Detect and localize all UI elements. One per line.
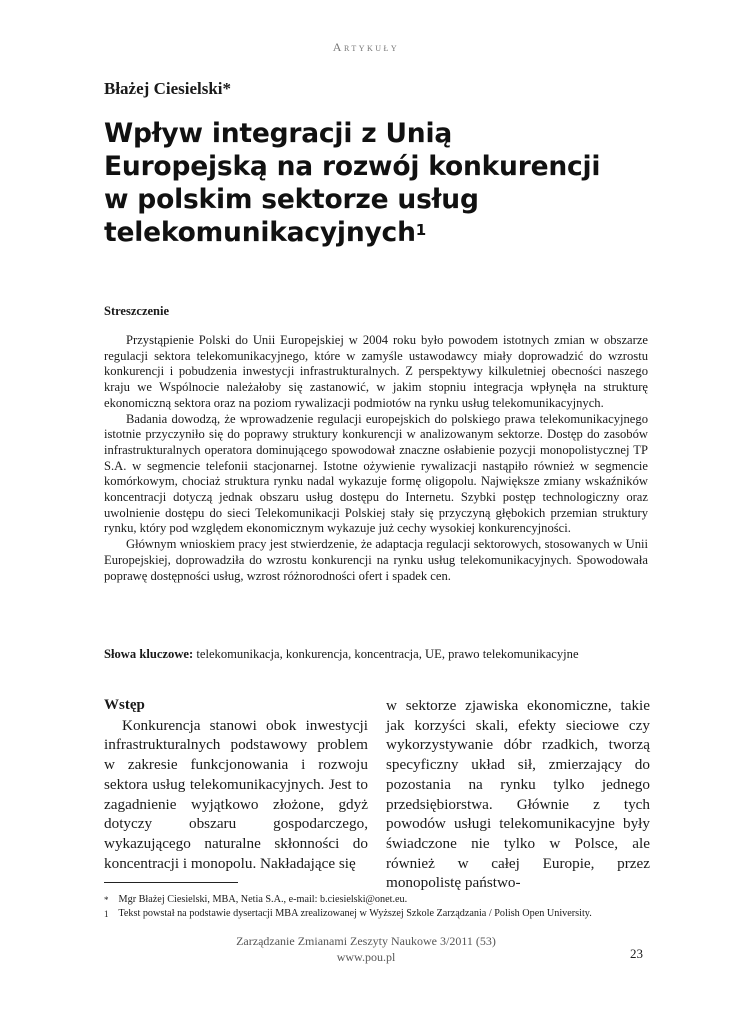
section-heading-intro: Wstęp [104, 697, 145, 713]
footnote-mark: 1 [104, 909, 109, 919]
abstract-paragraph: Głównym wnioskiem pracy jest stwierdzenie, że adaptacja regulacji sektorowych, stosowanych w Unii Europejskiej, doprowadziła do wzrostu konkurencji na rynku usług telekomunikacyjnych. Spowodowała poprawę dostępności usług, wzrost różnorodności ofert i spadek cen. [104, 537, 648, 583]
footnote-mark: * [104, 895, 109, 905]
journal-website[interactable]: www.pou.pl [336, 950, 396, 964]
author-name: Błażej Ciesielski* [104, 79, 232, 98]
section-header: Artykuły [332, 40, 400, 54]
footnote-text: Tekst powstał na podstawie dysertacji MBA zrealizowanej w Wyższej Szkole Zarządzania / Polish Open University. [118, 908, 592, 919]
keywords-list: telekomunikacja, konkurencja, koncentracja, UE, prawo telekomunikacyjne [196, 647, 579, 661]
footnote-text: Mgr Błażej Ciesielski, MBA, Netia S.A., e-mail: b.ciesielski@onet.eu. [118, 894, 408, 905]
title-line: w polskim sektorze usług [104, 184, 479, 215]
keywords [104, 646, 648, 662]
abstract [104, 333, 648, 584]
title-footnote-marker[interactable]: 1 [415, 221, 426, 239]
body-paragraph: w sektorze zjawiska ekonomiczne, takie jak korzyści skali, efekty sieciowe czy wykorzystywanie dóbr rzadkich, tworzą specyficzny układ sił, zmierzający do pozostania na rynku tylko jednego przedsiębiorstwa. Głównie z tych powodów usługi telekomunikacyjne były świadczone nie tylko w Polsce, ale również w całej Europie, przez monopolistę państwo- [386, 697, 650, 892]
journal-footer [0, 933, 732, 965]
abstract-paragraph: Przystąpienie Polski do Unii Europejskiej w 2004 roku było powodem istotnych zmian w obszarze regulacji sektora telekomunikacyjnego, które w zamyśle ustawodawcy miały doprowadzić do wzrostu konkurencji i pobudzenia inwestycji infrastrukturalnych. Z perspektywy kilkuletniej obecności naszego kraju we Wspólnocie należałoby się zastanowić, w jakim stopniu integracja wpłynęła na strukturę ekonomiczną sektora oraz na poziom rywalizacji podmiotów na rynku usług telekomunikacyjnych. [104, 333, 648, 410]
title-line: Europejską na rozwój konkurencji [104, 151, 601, 182]
body-column-left [104, 696, 368, 873]
body-column-right [386, 696, 650, 893]
footnote-divider [104, 882, 238, 883]
body-paragraph: Konkurencja stanowi obok inwestycji infrastrukturalnych podstawowy problem w zakresie funkcjonowania i rozwoju sektora usług telekomunikacyjnych. Jest to zagadnienie wyjątkowo złożone, gdyż dotyczy obszaru gospodarczego, wykazującego naturalne skłonności do koncentracji i monopolu. Nakładające się [104, 716, 368, 872]
title-line: telekomunikacyjnych [104, 217, 416, 248]
article-title [104, 117, 664, 249]
title-line: Wpływ integracji z Unią [104, 118, 453, 149]
abstract-heading: Streszczenie [104, 304, 170, 318]
footnote-item [104, 893, 664, 907]
abstract-paragraph: Badania dowodzą, że wprowadzenie regulacji europejskich do polskiego prawa telekomunikacyjnego istotnie przyczyniło się do poprawy struktury konkurencji w analizowanym sektorze. Dostęp do zasobów infrastrukturalnych operatora dominującego spowodował znaczne osłabienie pozycji monopolistycznej TP S.A. w segmencie telefonii stacjonarnej. Istotne ożywienie rywalizacji nastąpiło również w segmencie komórkowym, chociaż struktura rynku nadal wykazuje formę oligopolu. Największe zmiany wskaźników koncentracji dotyczą jednak obszaru usług dostępu do Internetu. Szybki postęp technologiczny oraz uwolnienie dostępu do sieci Telekomunikacji Polskiej stały się przyczyną głębokich przemian struktury rynku, który pod względem ekonomicznym wykazuje już cechy wysokiej konkurencyjności. [104, 411, 648, 536]
page-number: 23 [630, 946, 643, 961]
journal-name: Zarządzanie Zmianami Zeszyty Naukowe 3/2011 (53) [236, 934, 496, 948]
keywords-label: Słowa kluczowe: [104, 647, 194, 661]
footnote-item [104, 907, 664, 921]
footnotes [104, 893, 664, 921]
